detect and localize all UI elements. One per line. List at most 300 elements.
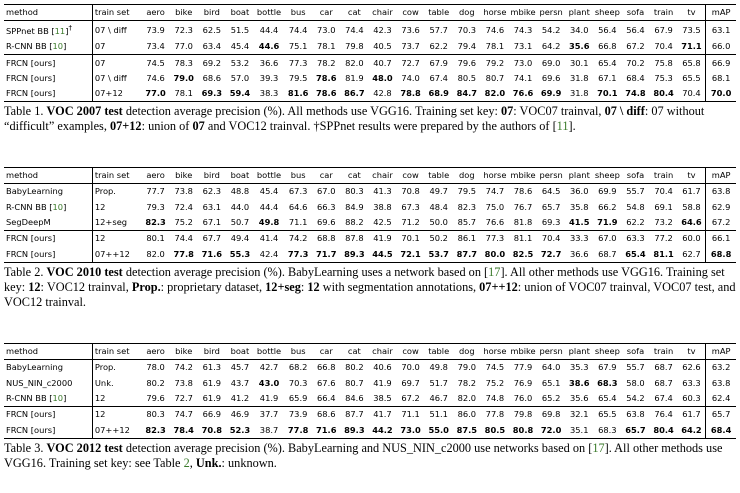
ap-cell: 56.4 (598, 24, 617, 35)
map-cell: 63.8 (706, 184, 736, 200)
ap-cell: 78.6 (312, 86, 340, 102)
ap-cell: 62.3 (202, 186, 222, 197)
column-header: car (312, 168, 340, 184)
ap-cell: 77.7 (146, 186, 165, 197)
ap-cell: 49.8 (429, 362, 448, 373)
table-row (4, 422, 736, 438)
ap-cell: 38.3 (254, 86, 284, 102)
ap-cell: 70.8 (198, 422, 226, 438)
ap-cell: 69.2 (198, 55, 226, 71)
ap-cell: 71.7 (312, 246, 340, 262)
ap-cell: 50.2 (425, 231, 453, 247)
method-cell (4, 231, 92, 247)
ap-cell: 68.4 (626, 72, 645, 83)
method-cell: R-CNN BB [10] (6, 41, 67, 52)
ap-cell: 74.8 (485, 393, 505, 404)
ap-cell: 77.8 (170, 246, 198, 262)
train-set-cell: 12 (92, 407, 141, 423)
ap-cell: 67.1 (598, 72, 617, 83)
ap-cell: 70.4 (654, 186, 673, 197)
ap-cell: 64.6 (288, 201, 308, 212)
ap-cell: 31.8 (565, 86, 593, 102)
ap-cell: 51.7 (429, 377, 448, 388)
caption-text: : VOC12 trainval, (40, 279, 132, 294)
ap-cell: 73.0 (397, 422, 425, 438)
ap-cell: 38.7 (254, 422, 284, 438)
ap-cell: 57.0 (230, 72, 250, 83)
ap-cell: 66.2 (598, 201, 617, 212)
column-header: chair (368, 5, 396, 21)
ap-cell: 73.0 (317, 24, 336, 35)
ap-cell: 80.8 (509, 422, 537, 438)
ap-cell: 79.5 (288, 72, 308, 83)
ap-cell: 44.0 (230, 201, 250, 212)
column-header: boat (226, 5, 254, 21)
ap-cell: 84.9 (345, 201, 364, 212)
ap-cell: 79.3 (146, 201, 165, 212)
ap-cell: 75.3 (654, 72, 673, 83)
table-row (4, 391, 736, 407)
ap-cell: 58.8 (682, 201, 701, 212)
column-header: table (425, 5, 453, 21)
ap-cell: 80.4 (650, 86, 678, 102)
ap-cell: 87.8 (340, 231, 368, 247)
ap-cell: 73.9 (146, 24, 165, 35)
table-row (4, 246, 736, 262)
ap-cell: 49.7 (429, 186, 448, 197)
ap-cell: 67.3 (288, 186, 308, 197)
ap-cell: 68.6 (202, 72, 222, 83)
caption-text: VOC 2012 test (46, 440, 123, 455)
column-header: sheep (593, 5, 621, 21)
column-header: chair (368, 344, 396, 360)
ap-cell: 50.7 (230, 217, 250, 228)
column-header: cow (397, 168, 425, 184)
ap-cell: 71.1 (397, 407, 425, 423)
ap-cell: 35.6 (569, 41, 590, 52)
ap-cell: 86.0 (453, 407, 481, 423)
ap-cell: 72.7 (397, 55, 425, 71)
ap-cell: 75.2 (485, 377, 505, 388)
caption-text: Prop. (131, 279, 161, 294)
train-set-cell: 07 (92, 39, 141, 55)
column-header: train (650, 344, 678, 360)
ap-cell: 81.9 (345, 72, 364, 83)
ap-cell: 69.8 (537, 407, 565, 423)
ap-cell: 73.1 (513, 41, 533, 52)
citation-link: 11 (556, 119, 569, 134)
results-table-voc2010 (4, 167, 736, 263)
ap-cell: 82.0 (481, 86, 509, 102)
ap-cell: 69.3 (541, 217, 561, 228)
caption-text: : proprietary dataset, (160, 279, 266, 294)
column-header: method (4, 344, 92, 360)
column-header: train (650, 168, 678, 184)
ap-cell: 82.0 (340, 55, 368, 71)
ap-cell: 64.2 (678, 422, 706, 438)
map-cell: 68.1 (706, 71, 736, 86)
column-header: bird (198, 168, 226, 184)
column-header: horse (481, 168, 509, 184)
method-name: BabyLearning (6, 186, 63, 197)
ap-cell: 41.9 (373, 377, 392, 388)
caption-text: Table 2. (4, 264, 47, 279)
ap-cell: 75.0 (485, 201, 505, 212)
ap-cell: 65.1 (541, 377, 561, 388)
train-set-cell: 07++12 (92, 422, 141, 438)
ap-cell: 44.5 (368, 246, 396, 262)
ap-cell: 61.7 (682, 186, 701, 197)
ap-cell: 43.0 (258, 377, 280, 388)
ap-cell: 84.6 (345, 393, 364, 404)
method-cell (4, 422, 92, 438)
map-cell: 68.4 (706, 422, 736, 438)
ap-cell: 74.7 (170, 407, 198, 423)
column-header: mbike (509, 344, 537, 360)
ap-cell: 69.6 (541, 72, 561, 83)
ap-cell: 65.9 (288, 393, 308, 404)
method-name: R-CNN BB (6, 41, 47, 52)
train-set-cell: Prop. (92, 184, 141, 200)
ap-cell: 89.3 (340, 246, 368, 262)
ap-cell: 46.9 (226, 407, 254, 423)
method-name: BabyLearning (6, 362, 63, 373)
map-cell: 67.2 (706, 215, 736, 231)
ap-cell: 70.4 (654, 41, 673, 52)
train-set-cell: Unk. (92, 376, 141, 391)
column-header: bottle (254, 5, 284, 21)
train-set-cell: 07++12 (92, 246, 141, 262)
ap-cell: 72.1 (397, 246, 425, 262)
ap-cell: 74.4 (170, 231, 198, 247)
ap-cell: 41.2 (230, 393, 250, 404)
method-name: FRCN [ours] (6, 409, 56, 420)
ap-cell: 41.9 (368, 231, 396, 247)
map-cell: 63.2 (706, 360, 736, 376)
column-header: tv (678, 344, 706, 360)
train-set-cell: 12 (92, 391, 141, 407)
ap-cell: 82.5 (509, 246, 537, 262)
ap-cell: 68.6 (312, 407, 340, 423)
ap-cell: 78.1 (317, 41, 336, 52)
map-cell: 66.0 (706, 39, 736, 55)
caption-text: VOC 2007 test (46, 104, 123, 119)
method-name: FRCN [ours] (6, 424, 56, 435)
ap-cell: 75.1 (288, 41, 308, 52)
ap-cell: 38.6 (569, 377, 590, 388)
ap-cell: 77.0 (174, 41, 193, 52)
column-header: sheep (593, 344, 621, 360)
ap-cell: 70.0 (401, 362, 420, 373)
column-header: bike (170, 344, 198, 360)
ap-cell: 69.3 (198, 86, 226, 102)
method-name: SegDeepM (6, 217, 51, 228)
ap-cell: 88.2 (345, 217, 364, 228)
ap-cell: 54.8 (626, 201, 645, 212)
ap-cell: 82.0 (457, 393, 477, 404)
map-cell: 70.0 (706, 86, 736, 102)
ap-cell: 70.1 (593, 86, 621, 102)
caption-text: detection average precision (%). BabyLearning uses a network based on [ (122, 264, 489, 279)
ap-cell: 87.5 (453, 422, 481, 438)
train-set-cell: 07 (92, 55, 141, 71)
map-cell: 66.9 (706, 55, 736, 71)
ap-cell: 35.1 (565, 422, 593, 438)
column-header: train (650, 5, 678, 21)
column-header: train set (92, 5, 141, 21)
ap-cell: 80.5 (457, 72, 477, 83)
ap-cell: 65.4 (598, 393, 617, 404)
ap-cell: 81.8 (513, 217, 533, 228)
table-row (4, 71, 736, 86)
ap-cell: 70.8 (401, 186, 420, 197)
ap-cell: 51.5 (230, 24, 250, 35)
ap-cell: 80.2 (345, 362, 364, 373)
ap-cell: 65.2 (541, 393, 561, 404)
ap-cell: 73.4 (146, 41, 165, 52)
ap-cell: 74.8 (621, 86, 649, 102)
ap-cell: 76.9 (513, 377, 533, 388)
ap-cell: 67.4 (429, 72, 448, 83)
ap-cell: 64.0 (541, 362, 561, 373)
citation-link: 10 (52, 41, 64, 52)
ap-cell: 79.8 (509, 407, 537, 423)
column-header: car (312, 344, 340, 360)
column-header: bird (198, 344, 226, 360)
ap-cell: 65.7 (541, 201, 561, 212)
column-header: bus (284, 5, 312, 21)
ap-cell: 66.4 (317, 393, 336, 404)
method-name: FRCN [ours] (6, 57, 56, 68)
ap-cell: 49.4 (226, 231, 254, 247)
ap-cell: 78.2 (457, 377, 477, 388)
table-row (4, 407, 736, 423)
table-1-caption (4, 104, 736, 134)
ap-cell: 59.4 (226, 86, 254, 102)
table-row (4, 215, 736, 231)
column-header: tv (678, 168, 706, 184)
method-name: R-CNN BB (6, 201, 47, 212)
ap-cell: 56.4 (626, 24, 645, 35)
map-cell: 62.9 (706, 200, 736, 215)
ap-cell: 71.1 (288, 217, 308, 228)
ap-cell: 73.8 (174, 377, 193, 388)
ap-cell: 78.2 (312, 55, 340, 71)
column-header: bus (284, 344, 312, 360)
ap-cell: 44.4 (259, 201, 279, 212)
column-header: boat (226, 344, 254, 360)
ap-cell: 74.5 (142, 55, 170, 71)
ap-cell: 42.7 (259, 362, 279, 373)
method-cell: R-CNN BB [10] (6, 393, 67, 404)
caption-text: 07 (192, 119, 205, 134)
results-table-voc2012 (4, 343, 736, 439)
table-2-block (4, 167, 736, 310)
ap-cell: 48.4 (429, 201, 448, 212)
train-set-cell: Prop. (92, 360, 141, 376)
ap-cell: 55.7 (626, 362, 645, 373)
ap-cell: 73.8 (174, 186, 193, 197)
ap-cell: 61.9 (202, 393, 222, 404)
ap-cell: 68.7 (654, 377, 673, 388)
citation-link: 10 (52, 201, 64, 212)
ap-cell: 68.7 (593, 246, 621, 262)
ap-cell: 36.6 (254, 55, 284, 71)
ap-cell: 67.9 (425, 55, 453, 71)
column-header: bike (170, 168, 198, 184)
column-header: tv (678, 5, 706, 21)
ap-cell: 32.1 (565, 407, 593, 423)
ap-cell: 33.3 (565, 231, 593, 247)
ap-cell: 51.1 (425, 407, 453, 423)
ap-cell: 69.0 (537, 55, 565, 71)
ap-cell: 77.8 (481, 407, 509, 423)
ap-cell: 50.0 (429, 217, 448, 228)
ap-cell: 65.5 (593, 407, 621, 423)
ap-cell: 62.7 (678, 246, 706, 262)
ap-cell: 58.0 (626, 377, 645, 388)
ap-cell: 49.8 (258, 217, 280, 228)
table-1-block (4, 4, 736, 134)
column-header: bottle (254, 344, 284, 360)
table-3-block (4, 343, 736, 471)
method-cell (4, 215, 92, 231)
map-cell: 65.7 (706, 407, 736, 423)
ap-cell: 73.6 (401, 24, 420, 35)
ap-cell: 71.6 (312, 422, 340, 438)
column-header: train set (92, 168, 141, 184)
ap-cell: 43.7 (230, 377, 250, 388)
ap-cell: 36.6 (565, 246, 593, 262)
ap-cell: 54.2 (541, 24, 561, 35)
ap-cell: 77.9 (513, 362, 533, 373)
ap-cell: 42.8 (368, 86, 396, 102)
ap-cell: 82.0 (142, 246, 170, 262)
ap-cell: 74.6 (485, 24, 505, 35)
ap-cell: 52.3 (226, 422, 254, 438)
table-row (4, 360, 736, 376)
ap-cell: 64.5 (541, 186, 561, 197)
caption-text: 12 (28, 279, 41, 294)
column-header: mAP (706, 344, 736, 360)
ap-cell: 66.8 (598, 41, 617, 52)
ap-cell: 67.2 (626, 41, 645, 52)
column-header: horse (481, 344, 509, 360)
ap-cell: 77.3 (481, 231, 509, 247)
caption-text: , (189, 455, 196, 470)
train-set-cell: 07 \ diff (92, 71, 141, 86)
ap-cell: 70.2 (621, 55, 649, 71)
column-header: bird (198, 5, 226, 21)
table-row (4, 184, 736, 200)
caption-text: detection average precision (%). All methods use VGG16. Training set key: (122, 104, 501, 119)
method-cell (4, 246, 92, 262)
column-header: bottle (254, 168, 284, 184)
ap-cell: 80.1 (142, 231, 170, 247)
header-row (4, 168, 736, 184)
ap-cell: 73.0 (509, 55, 537, 71)
caption-text: 07+12 (109, 119, 142, 134)
ap-cell: 41.5 (569, 217, 590, 228)
column-header: cat (340, 344, 368, 360)
citation-link: 17 (488, 264, 501, 279)
column-header: mAP (706, 168, 736, 184)
column-header: method (4, 5, 92, 21)
ap-cell: 31.8 (570, 72, 589, 83)
ap-cell: 70.3 (457, 24, 477, 35)
ap-cell: 71.6 (198, 246, 226, 262)
ap-cell: 53.7 (425, 246, 453, 262)
ap-cell: 71.1 (681, 41, 702, 52)
ap-cell: 36.0 (570, 186, 589, 197)
ap-cell: 72.4 (174, 201, 193, 212)
column-header: plant (565, 344, 593, 360)
ap-cell: 78.4 (170, 422, 198, 438)
train-set-cell: 07+12 (92, 86, 141, 102)
ap-cell: 73.9 (284, 407, 312, 423)
ap-cell: 72.0 (537, 422, 565, 438)
ap-cell: 74.2 (174, 362, 193, 373)
ap-cell: 80.7 (345, 377, 364, 388)
caption-text: 07 (500, 104, 514, 119)
ap-cell: 81.6 (284, 86, 312, 102)
ap-cell: 74.1 (513, 72, 533, 83)
method-name: SPPnet BB (6, 26, 49, 37)
column-header: aero (142, 344, 170, 360)
ap-cell: 55.7 (626, 186, 645, 197)
ap-cell: 68.7 (654, 362, 673, 373)
ap-cell: 67.7 (198, 231, 226, 247)
ap-cell: 67.3 (401, 201, 420, 212)
ap-cell: 76.0 (513, 393, 533, 404)
column-header: cat (340, 5, 368, 21)
citation-link: 2 (183, 455, 190, 470)
ap-cell: 68.3 (593, 422, 621, 438)
column-header: bus (284, 168, 312, 184)
ap-cell: 80.5 (481, 422, 509, 438)
table-row (4, 39, 736, 55)
column-header: persn (537, 344, 565, 360)
caption-text: ]. (568, 119, 576, 134)
ap-cell: 74.2 (284, 231, 312, 247)
column-header: dog (453, 344, 481, 360)
ap-cell: 60.0 (678, 231, 706, 247)
caption-text: : 07 without “difficult” examples, (4, 104, 705, 134)
ap-cell: 78.1 (485, 41, 505, 52)
ap-cell: 80.3 (345, 186, 364, 197)
method-name: NUS_NIN_c2000 (6, 377, 73, 388)
method-cell (4, 55, 92, 71)
ap-cell: 76.7 (513, 201, 533, 212)
ap-cell: 41.4 (254, 231, 284, 247)
caption-text: † (313, 119, 320, 134)
column-header: cow (397, 5, 425, 21)
ap-cell: 41.7 (368, 407, 396, 423)
method-cell (4, 184, 92, 200)
ap-cell: 44.2 (368, 422, 396, 438)
ap-cell: 79.8 (345, 41, 364, 52)
ap-cell: 85.7 (457, 217, 477, 228)
ap-cell: 72.3 (174, 24, 193, 35)
ap-cell: 64.2 (541, 41, 561, 52)
header-row (4, 5, 736, 21)
method-name: FRCN [ours] (6, 88, 56, 99)
ap-cell: 40.6 (373, 362, 392, 373)
ap-cell: 35.6 (570, 393, 589, 404)
ap-cell: 66.9 (198, 407, 226, 423)
ap-cell: 77.8 (284, 422, 312, 438)
caption-text: with segmentation annotations, (319, 279, 480, 294)
